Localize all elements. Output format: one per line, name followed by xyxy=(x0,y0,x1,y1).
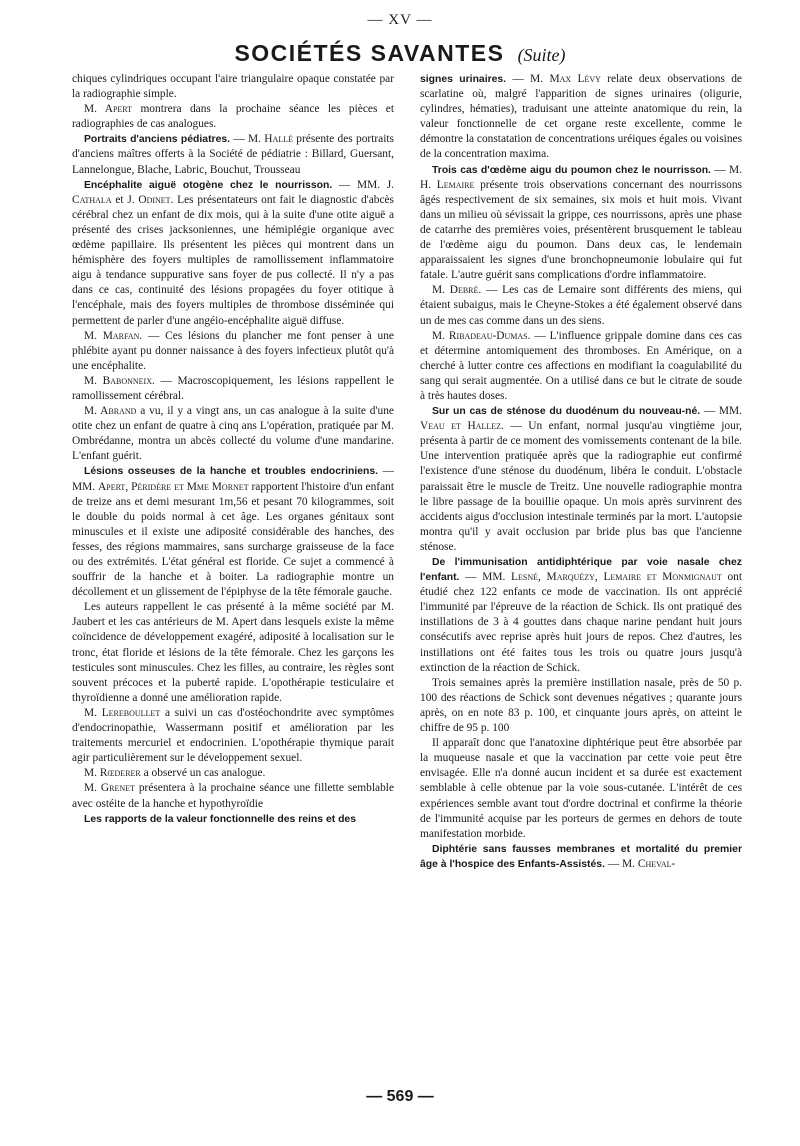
section-heading: Les rapports de la valeur fonctionnelle des reins et des xyxy=(84,813,356,825)
paragraph-text: présente trois observations concernant des nourrissons âgés respectivement de six semaines, six mois et huit mois. Vivant dans un milieu où sévissait la grippe, ces nourrissons, après une phase de catarrhe des premières voies, présentèrent brusquement le tableau de l'œdème aigu du poumon. Dans deux cas, le lendemain apparaissaient les signes d'une bronchopneumonie lobulaire qui fut fatale. L'autre guérit sans complications d'ordre inflammatoire. xyxy=(420,178,742,282)
text-columns xyxy=(72,72,742,872)
page-title-suite: (Suite) xyxy=(517,45,566,65)
paragraph-text: a vu, il y a vingt ans, un cas analogue à la suite d'une otite chez un enfant de quatre à cinq ans L'opération, pratiquée par M. Ombrédanne, montra un abcès collecté du volume d'une mandarine. L'enfant guérit. xyxy=(72,405,394,463)
author-name: M. Cheval- xyxy=(622,857,676,870)
author-name: Veau et Hallez xyxy=(420,420,501,433)
paragraph xyxy=(420,329,742,404)
paragraph xyxy=(420,163,742,284)
author-name: J. Odinet xyxy=(127,193,171,206)
paragraph xyxy=(420,842,742,872)
author-name: M. Rœderer xyxy=(84,767,141,780)
paragraph-text: relate deux observations de scarlatine où, malgré l'apparition de signes urinaires (oligurie, cylindres, hématies), traduisant une atteinte anatomique du rein, la valeur fonctionnelle de cet organe reste excellente, comme le démontre la constatation de concentrations uréiques égales ou voisines de la concentration maxima. xyxy=(420,73,743,161)
paragraph xyxy=(72,102,394,132)
paragraph xyxy=(72,374,394,404)
author-name: M. Hallé xyxy=(248,133,293,146)
paragraph-text: présente des portraits d'anciens maîtres offerts à la Société de pédiatrie : Billard, Guersant, Lannelongue, Blache, Labric, Bouchut, Trousseau xyxy=(72,133,394,176)
paragraph xyxy=(420,404,742,555)
section-heading: signes urinaires. xyxy=(420,74,507,85)
paragraph xyxy=(420,72,742,163)
author-name: M. Apert xyxy=(84,103,133,116)
separator: — MM. xyxy=(459,571,512,584)
paragraph-text: . — Un enfant, normal jusqu'au vingtième jour, présenta à partir de ce moment des vomissements contenant de la bile. Une intervention pratiquée après que la radiographie eut confirmé l'existence d'une sténose du duodénum, libéra le conduit. L'obstacle paraissait être le muscle de Treitz. Une nouvelle radiographie montra le libre passage de la bouillie opaque. Un mois après survinrent des accidents aigus d'occlusion intestinale terminés par la mort. L'autopsie montra qu'il y avait occlusion par bride plus bas que l'ancienne sténose. xyxy=(420,420,743,553)
author-name: Apert, Péridère et Mme Mornet xyxy=(98,480,249,493)
author-name: J. Cathala xyxy=(72,178,395,206)
separator: — MM. xyxy=(332,178,387,191)
separator: — xyxy=(230,133,249,146)
section-heading: Encéphalite aiguë otogène chez le nourrisson. xyxy=(84,179,333,191)
author-name: M. Marfan xyxy=(84,329,140,342)
section-heading: Sur un cas de sténose du duodénum du nouveau-né. xyxy=(432,406,701,418)
author-name: Lesné, Marquézy, Lemaire et Monmignaut xyxy=(511,571,722,584)
paragraph xyxy=(72,706,394,766)
paragraph xyxy=(72,178,394,329)
separator: — MM. xyxy=(72,465,394,493)
paragraph xyxy=(72,132,394,177)
paragraph xyxy=(72,329,394,374)
page-number-top: — XV — xyxy=(367,12,433,28)
paragraph-text: . — L'influence grippale domine dans ces cas et détermine antomiquement des thromboses. En Amérique, on a cherché à lutter contre ces affections en modifiant la coagulabilité du sang qui serait augmentée. On a utilisé dans ce but le citrate de soude à très hautes doses. xyxy=(420,329,742,402)
paragraph-text: . Les présentateurs ont fait le diagnostic d'abcès cérébral chez un enfant de dix mois, qui à la suite d'une otite aiguë a présenté des crises jacksoniennes, une hémiplégie organique avec œdème papillaire. Ils présentent les pièces qui montrent dans un hémisphère des foyers multiples de ramollissement inflammatoire aigu à tendance suppurative sans foyer de pus collecté. Il n'y a pas dans ce cas, continuité des lésions propagées du foyer otitique à l'encéphale, mais des foyers multiples de thrombose disséminée qui permettent de parler d'une angéio-encéphalite aiguë diffuse. xyxy=(72,193,394,327)
author-name: M. Grenet xyxy=(84,782,135,795)
section-heading: De l'immunisation antidiphtérique par voie nasale chez l'enfant. xyxy=(420,557,742,584)
paragraph xyxy=(72,812,394,827)
paragraph: chiques cylindriques occupant l'aire triangulaire opaque constatée par la radiographie simple. xyxy=(72,73,394,101)
author-name: M. Abrand xyxy=(84,405,137,418)
author-name: M. Babonneix xyxy=(84,374,152,387)
section-heading: Diphtérie sans fausses membranes et mortalité du premier âge à l'hospice des Enfants-Assistés. xyxy=(420,843,742,870)
paragraph-text: a suivi un cas d'ostéochondrite avec symptômes d'endocrinopathie, Wassermann positif et amélioration par les traitements mercuriel et endocrinien. L'opothérapie thymique parait agir particulièrement sur le développement sexuel. xyxy=(72,706,394,765)
right-column xyxy=(420,72,742,872)
paragraph xyxy=(72,781,394,811)
paragraph: Il apparaît donc que l'anatoxine diphtérique peut être absorbée par la muqueuse nasale et que la vaccination par cette voie peut être envisagée. Elle n'a donné aucun incident et sa durée est exactement semblable à celle obtenue par la voie sous-cutanée. L'intérêt de ces expériences semble avant tout d'ordre doctrinal et confirme la théorie de l'immunité acquise par les porteurs de germes en dehors de toute manifestation morbide. xyxy=(420,737,742,840)
paragraph: Trois semaines après la première instillation nasale, près de 50 p. 100 des réactions de Schick sont devenues négatives ; quarante jours après, on en note 83 p. 100, et cinquante jours après, on atteint le chiffre de 95 p. 100 xyxy=(420,676,742,735)
section-heading: Lésions osseuses de la hanche et troubles endocriniens. xyxy=(84,466,378,478)
separator: — xyxy=(710,163,730,176)
conjunction: et xyxy=(111,193,128,206)
author-name: M. Debré xyxy=(432,284,479,297)
section-heading: Trois cas d'œdème aigu du poumon chez le nourrisson. xyxy=(432,164,711,176)
paragraph-text: montrera dans la prochaine séance les pièces et radiographies de cas analogues. xyxy=(72,103,394,131)
paragraph xyxy=(420,283,742,328)
paragraph-text: ont étudié chez 122 enfants ce mode de vaccination. Ils ont apprécié l'immunité par l'épreuve de la réaction de Schick. Ils ont pratiqué des instillations de 3 à 4 gouttes dans chaque narine pendant huit jours consécutifs avec reprise après huit jours de repos. Chez d'autres, les instillations ont été faites tous les trois ou quatre jours jusqu'à extinction de la réaction de Schick. xyxy=(420,571,742,674)
paragraph-text: rapportent l'histoire d'un enfant de treize ans et demi mesurant 1m,56 et pesant 70 kilogrammes, soit le double du poids normal à cet âge. Les organes génitaux sont minuscules et il existe une adiposité considérable des hanches, des fesses, des régions mammaires, sans surcharge graisseuse de la face ou des extrémités. L'état général est floride. Ce sujet a commencé à souffrir de la hanche et à boiter. La radiographie montre un décollement et un glissement de l'épiphyse de la tête fémorale gauche. xyxy=(72,480,394,599)
author-name: M. Lereboullet xyxy=(84,706,161,719)
paragraph xyxy=(72,464,394,600)
author-name: M. Max Lévy xyxy=(530,73,601,85)
paragraph-text: . — Macroscopiquement, les lésions rappellent le ramollissement cérébral. xyxy=(72,374,394,402)
paragraph xyxy=(72,404,394,464)
section-heading: Portraits d'anciens pédiatres. xyxy=(84,134,231,146)
left-column xyxy=(72,72,394,872)
paragraph xyxy=(72,766,394,781)
paragraph: Les auteurs rappellent le cas présenté à la même société par M. Jaubert et les cas antérieurs de M. Apert dans lesquels existe la même coïncidence de développement exagéré, adiposité à localisation sur le tronc, état floride et lésions de la tête fémorale. Chez les garçons les testicules sont minuscules. Chez les filles, au contraire, les règles sont souvent précoces et la puberté rapide. L'opothérapie testiculaire et thyroïdienne a donné une amélioration rapide. xyxy=(72,601,394,704)
paragraph xyxy=(420,555,742,676)
page-title: SOCIÉTÉS SAVANTES xyxy=(234,40,505,66)
paragraph-text: a observé un cas analogue. xyxy=(140,767,266,780)
paragraph-text: . — Ces lésions du plancher me font penser à une phlébite ayant pu donner naissance à des foyers infectieux plutôt qu'à une encéphalite. xyxy=(72,329,394,372)
paragraph-text: . — Les cas de Lemaire sont différents des miens, qui étaient subaigus, mais le Cheyne-Stokes a été également observé dans un de mes cas comme dans un des siens. xyxy=(420,284,743,327)
separator: — xyxy=(506,73,531,85)
separator: — xyxy=(604,857,623,870)
running-head xyxy=(0,40,800,67)
paragraph-text: présentera à la prochaine séance une fillette semblable avec ostéite de la hanche et hypothyroïdie xyxy=(72,782,394,810)
author-name: M. H. Lemaire xyxy=(420,163,742,191)
separator: — MM. xyxy=(700,405,742,418)
page-number-bottom: — 569 — xyxy=(366,1088,434,1105)
author-name: M. Ribadeau-Dumas xyxy=(432,329,528,342)
